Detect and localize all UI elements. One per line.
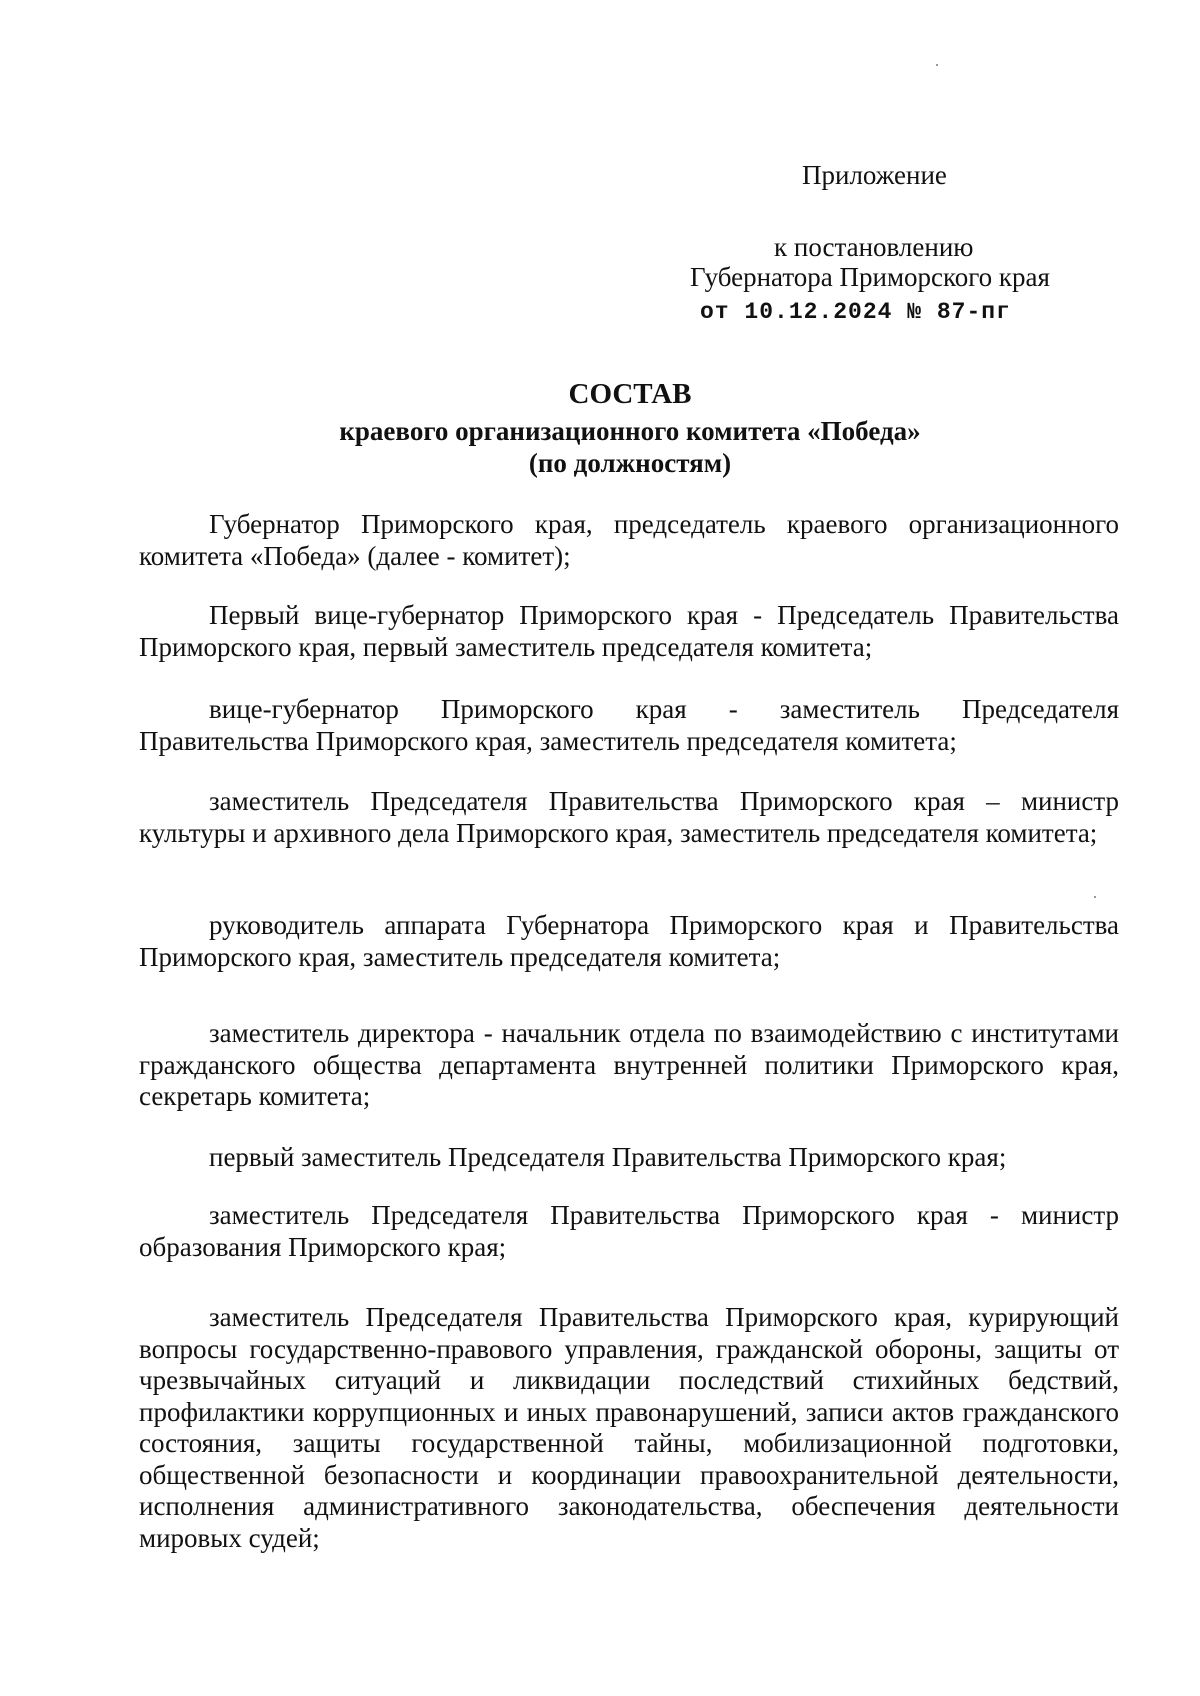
document-title: СОСТАВ (568, 378, 692, 410)
document-subtitle-note: (по должностям) (528, 448, 732, 478)
member-paragraph: заместитель Председателя Правительства Приморского края – министр культуры и архивного дела Приморского края, заместитель председателя комитета; (139, 786, 1119, 848)
member-paragraph: руководитель аппарата Губернатора Приморского края и Правительства Приморского края, заместитель председателя комитета; (139, 910, 1119, 972)
member-paragraph: первый заместитель Председателя Правительства Приморского края; (209, 1142, 1007, 1172)
member-paragraph: заместитель директора - начальник отдела по взаимодействию с институтами гражданского общества департамента внутренней политики Приморского края, секретарь комитета; (139, 1018, 1119, 1111)
member-paragraph: Первый вице-губернатор Приморского края - Председатель Правительства Приморского края, первый заместитель председателя комитета; (139, 600, 1119, 662)
member-paragraph: заместитель Председателя Правительства Приморского края, курирующий вопросы государственно-правового управления, гражданской обороны, защиты от чрезвычайных ситуаций и ликвидации последствий стихийных бедствий, профилактики коррупционных и иных правонарушений, записи актов гражданского состояния, защиты государственной тайны, мобилизационной подготовки, общественной безопасности и координации правоохранительной деятельности, исполнения административного законодательства, обеспечения деятельности мировых судей; (139, 1302, 1119, 1553)
document-subtitle: краевого организационного комитета «Победа» (339, 416, 921, 446)
annex-reference: к постановлению (774, 232, 974, 262)
annex-issuer: Губернатора Приморского края (690, 262, 1050, 292)
annex-decree-number: от 10.12.2024 № 87-пг (700, 299, 1011, 325)
scan-speck (936, 64, 938, 66)
member-paragraph: заместитель Председателя Правительства Приморского края - министр образования Приморского края; (139, 1200, 1119, 1262)
scan-speck (1094, 896, 1096, 898)
member-paragraph: вице-губернатор Приморского края - заместитель Председателя Правительства Приморского края, заместитель председателя комитета; (139, 694, 1119, 756)
annex-title: Приложение (802, 160, 947, 190)
member-paragraph: Губернатор Приморского края, председатель краевого организационного комитета «Победа» (далее - комитет); (139, 509, 1119, 571)
